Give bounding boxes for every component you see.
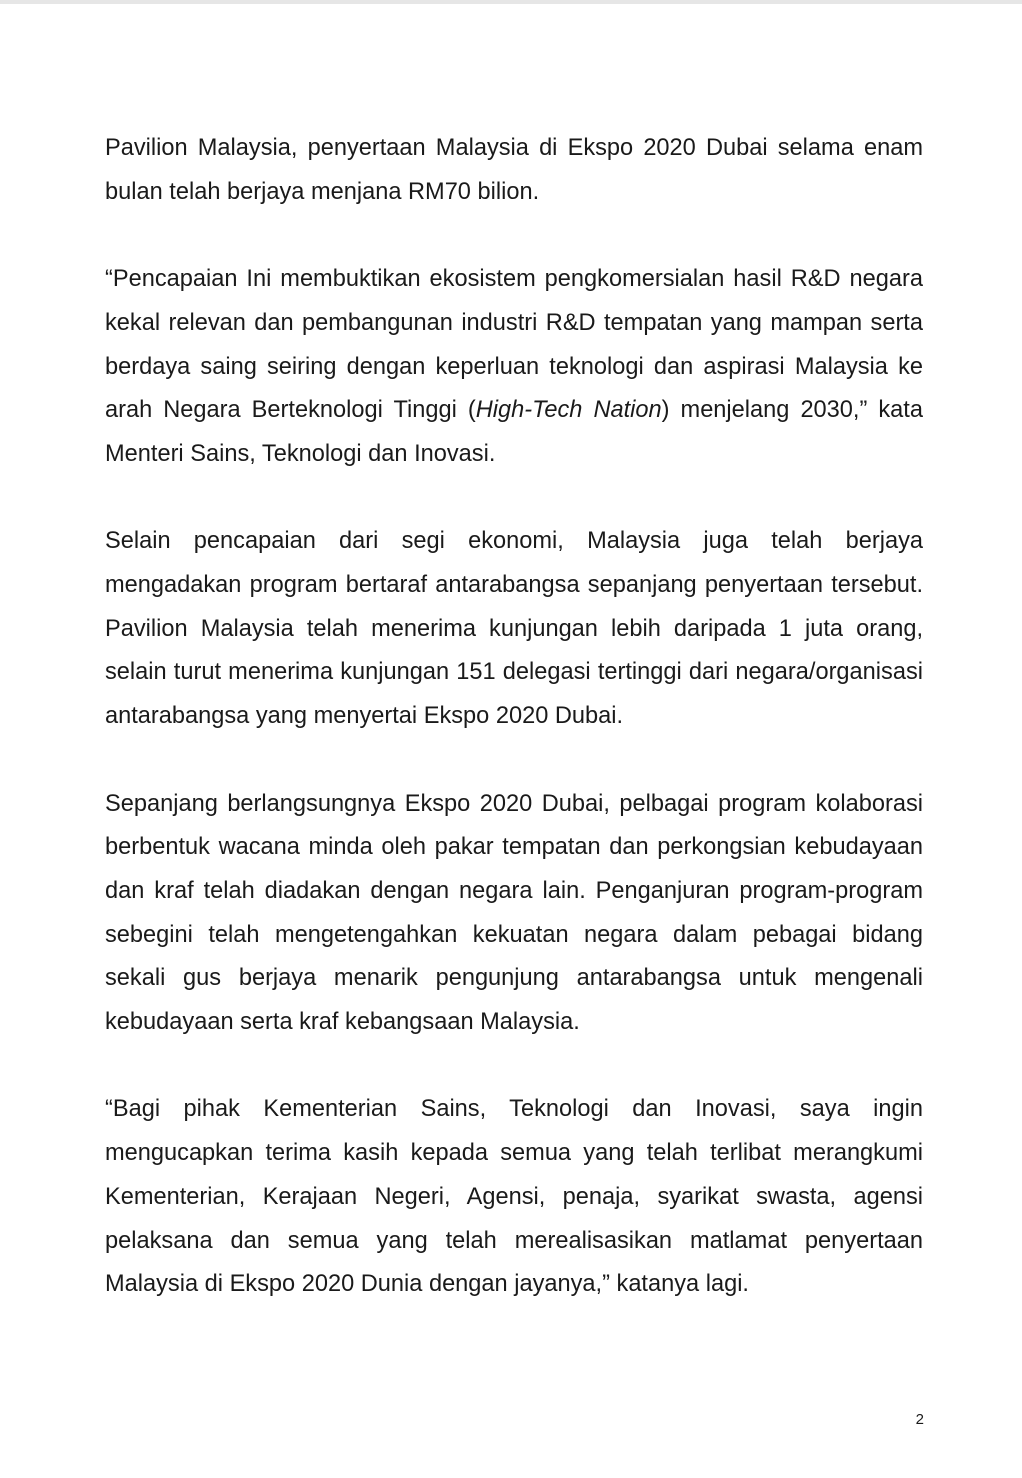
paragraph-1 bbox=[105, 127, 923, 214]
paragraph-2-italic-term: High-Tech Nation bbox=[475, 397, 662, 424]
paragraph-2 bbox=[105, 258, 923, 477]
paragraph-5-text: “Bagi pihak Kementerian Sains, Teknologi dan Inovasi, saya ingin mengucapkan terima kasih kepada semua yang telah terlibat merangkumi Kementerian, Kerajaan Negeri, Agensi, penaja, syarikat swasta, agensi pelaksana dan semua yang telah merealisasikan matlamat penyertaan Malaysia di Ekspo 2020 Dunia dengan jayanya,” katanya lagi. bbox=[105, 1096, 923, 1298]
paragraph-1-text: Pavilion Malaysia, penyertaan Malaysia di Ekspo 2020 Dubai selama enam bulan telah berjaya menjana RM70 bilion. bbox=[105, 135, 923, 205]
document-body bbox=[105, 127, 923, 1351]
page-number: 2 bbox=[915, 1411, 924, 1428]
paragraph-3-text: Selain pencapaian dari segi ekonomi, Malaysia juga telah berjaya mengadakan program bertaraf antarabangsa sepanjang penyertaan tersebut. Pavilion Malaysia telah menerima kunjungan lebih daripada 1 juta orang, selain turut menerima kunjungan 151 delegasi tertinggi dari negara/organisasi antarabangsa yang menyertai Ekspo 2020 Dubai. bbox=[105, 528, 923, 730]
paragraph-2-text-after: ) menjelang 2030,” kata Menteri Sains, Teknologi dan Inovasi. bbox=[105, 397, 923, 467]
paragraph-5 bbox=[105, 1088, 923, 1307]
paragraph-4-text: Sepanjang berlangsungnya Ekspo 2020 Dubai, pelbagai program kolaborasi berbentuk wacana minda oleh pakar tempatan dan perkongsian kebudayaan dan kraf telah diadakan dengan negara lain. Penganjuran program-program sebegini telah mengetengahkan kekuatan negara dalam pebagai bidang sekali gus berjaya menarik pengunjung antarabangsa untuk mengenali kebudayaan serta kraf kebangsaan Malaysia. bbox=[105, 790, 923, 1036]
page-top-edge bbox=[0, 0, 1022, 4]
paragraph-4 bbox=[105, 783, 923, 1045]
paragraph-2-text-before: “Pencapaian Ini membuktikan ekosistem pengkomersialan hasil R&D negara kekal relevan dan pembangunan industri R&D tempatan yang mampan serta berdaya saing seiring dengan keperluan teknologi dan aspirasi Malaysia ke arah Negara Berteknologi Tinggi ( bbox=[105, 266, 923, 424]
paragraph-3 bbox=[105, 520, 923, 739]
